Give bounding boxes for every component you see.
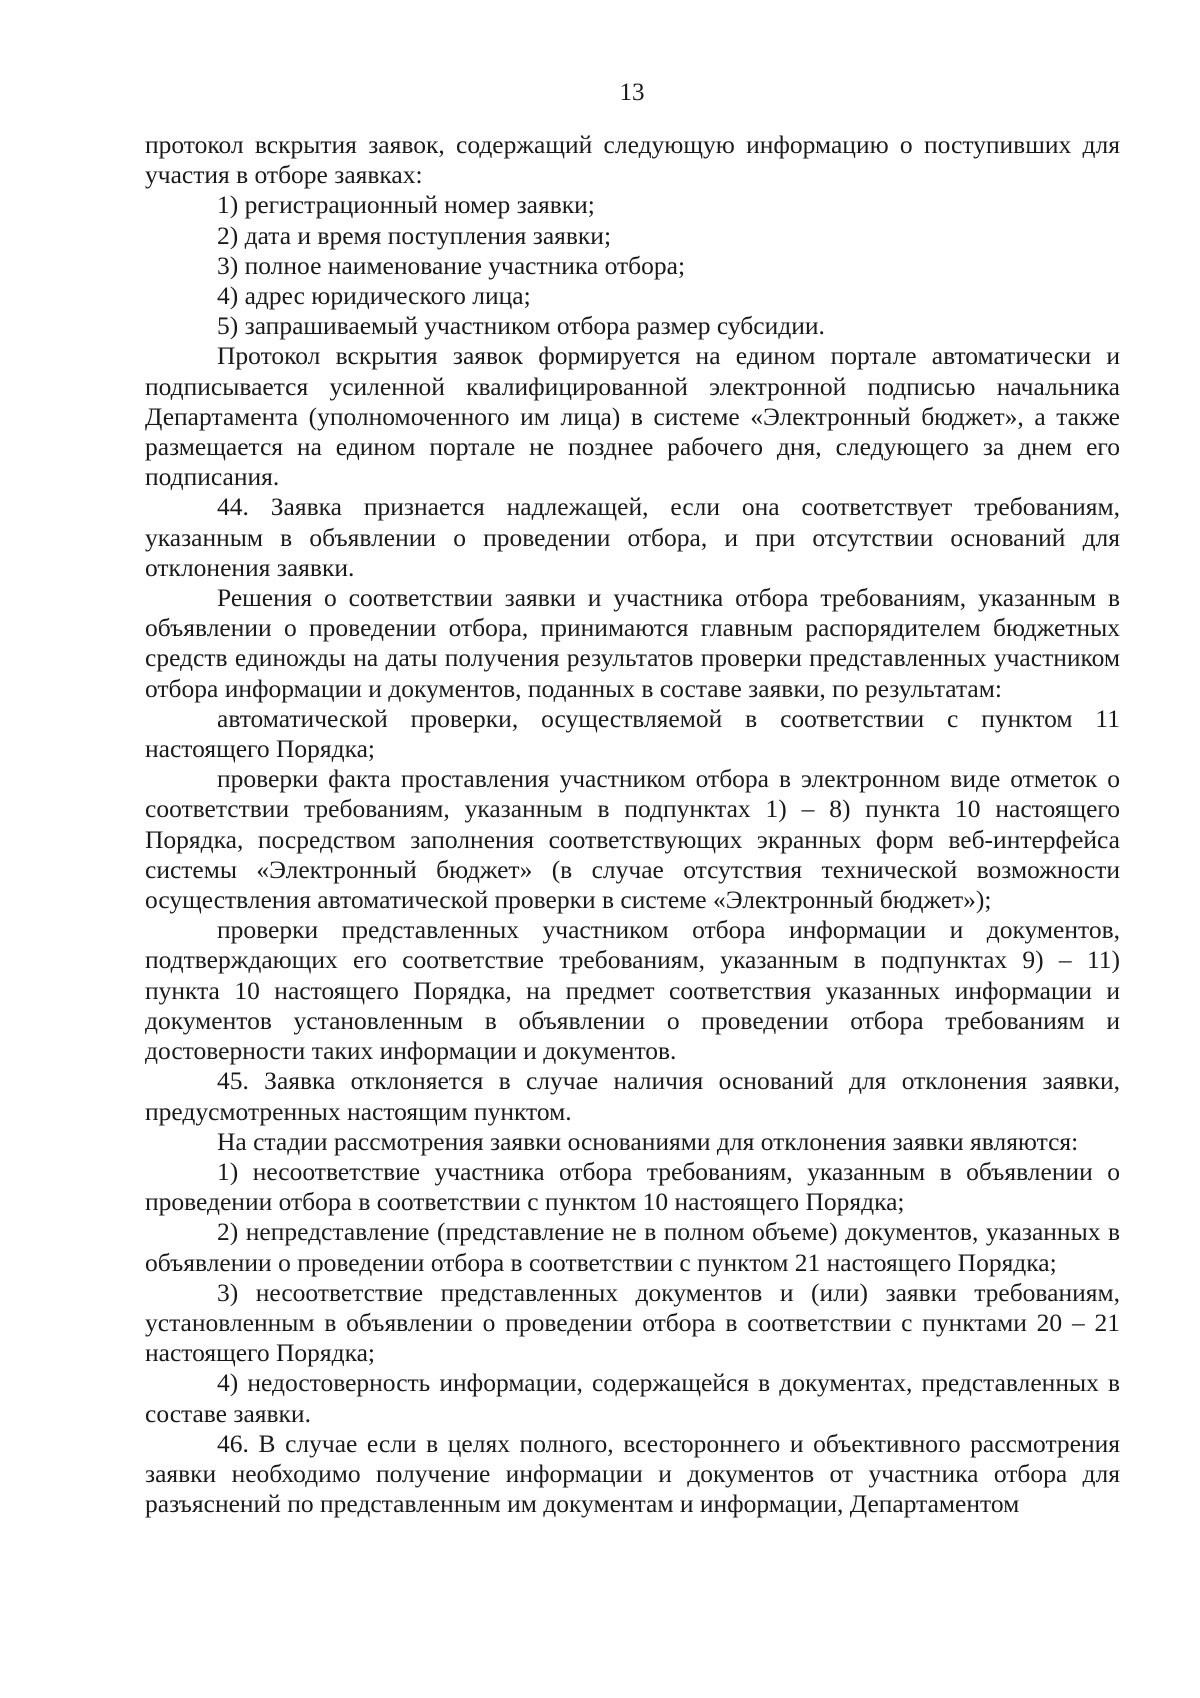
paragraph-45: 45. Заявка отклоняется в случае наличия оснований для отклонения заявки, предусмотренных настоящим пунктом. (145, 1066, 1120, 1126)
paragraph-rejection-grounds: На стадии рассмотрения заявки основаниями для отклонения заявки являются: (217, 1126, 1079, 1156)
paragraph-46: 46. В случае если в целях полного, всестороннего и объективного рассмотрения заявки необходимо получение информации и документов от участника отбора для разъяснений по представленным им документам и информации, Департаментом (145, 1428, 1120, 1519)
list-item-registration-number: 1) регистрационный номер заявки; (217, 190, 595, 220)
list-item-ground-2: 2) непредставление (представление не в полном объеме) документов, указанных в объявлении о проведении отбора в соответствии с пунктом 21 настоящего Порядка; (145, 1217, 1120, 1277)
list-item-ground-1: 1) несоответствие участника отбора требованиям, указанным в объявлении о проведении отбора в соответствии с пунктом 10 настоящего Порядка; (145, 1156, 1120, 1217)
list-item-date-time: 2) дата и время поступления заявки; (217, 220, 612, 250)
list-item-participant-name: 3) полное наименование участника отбора; (217, 250, 686, 280)
paragraph-automatic-check: автоматической проверки, осуществляемой в соответствии с пунктом 11 настоящего Порядка; (145, 703, 1120, 764)
paragraph-decisions: Решения о соответствии заявки и участника отбора требованиям, указанным в объявлении о проведении отбора, принимаются главным распорядителем бюджетных средств единожды на даты получения результатов проверки представленных участником отбора информации и документов, поданных в составе заявки, по результатам: (145, 583, 1120, 703)
page-number: 13 (619, 79, 645, 106)
list-item-ground-4: 4) недостоверность информации, содержащейся в документах, представленных в составе заявки. (145, 1368, 1120, 1428)
list-item-legal-address: 4) адрес юридического лица; (217, 281, 531, 311)
paragraph-marks-check: проверки факта проставления участником отбора в электронном виде отметок о соответствии требованиям, указанным в подпунктах 1) – 8) пункта 10 настоящего Порядка, посредством заполнения соответствующих экранных форм веб-интерфейса системы «Электронный бюджет» (в случае отсутствия технической возможности осуществления автоматической проверки в системе «Электронный бюджет»); (145, 764, 1120, 915)
paragraph-protocol: Протокол вскрытия заявок формируется на едином портале автоматически и подписывается усиленной квалифицированной электронной подписью начальника Департамента (уполномоченного им лица) в системе «Электронный бюджет», а также размещается на едином портале не позднее рабочего дня, следующего за днем его подписания. (145, 341, 1120, 492)
document-body (145, 130, 1120, 1519)
paragraph-documents-check: проверки представленных участником отбора информации и документов, подтверждающих его соответствие требованиям, указанным в подпунктах 9) – 11) пункта 10 настоящего Порядка, на предмет соответствия указанных информации и документов установленным в объявлении о проведении отбора требованиям и достоверности таких информации и документов. (145, 915, 1120, 1066)
list-item-subsidy-amount: 5) запрашиваемый участником отбора размер субсидии. (217, 311, 825, 341)
list-item-ground-3: 3) несоответствие представленных документов и (или) заявки требованиям, установленным в объявлении о проведении отбора в соответствии с пунктами 20 – 21 настоящего Порядка; (145, 1277, 1120, 1368)
paragraph-44: 44. Заявка признается надлежащей, если она соответствует требованиям, указанным в объявлении о проведении отбора, и при отсутствии оснований для отклонения заявки. (145, 492, 1120, 582)
paragraph-continuation: протокол вскрытия заявок, содержащий следующую информацию о поступивших для участия в отборе заявках: (145, 130, 1120, 190)
